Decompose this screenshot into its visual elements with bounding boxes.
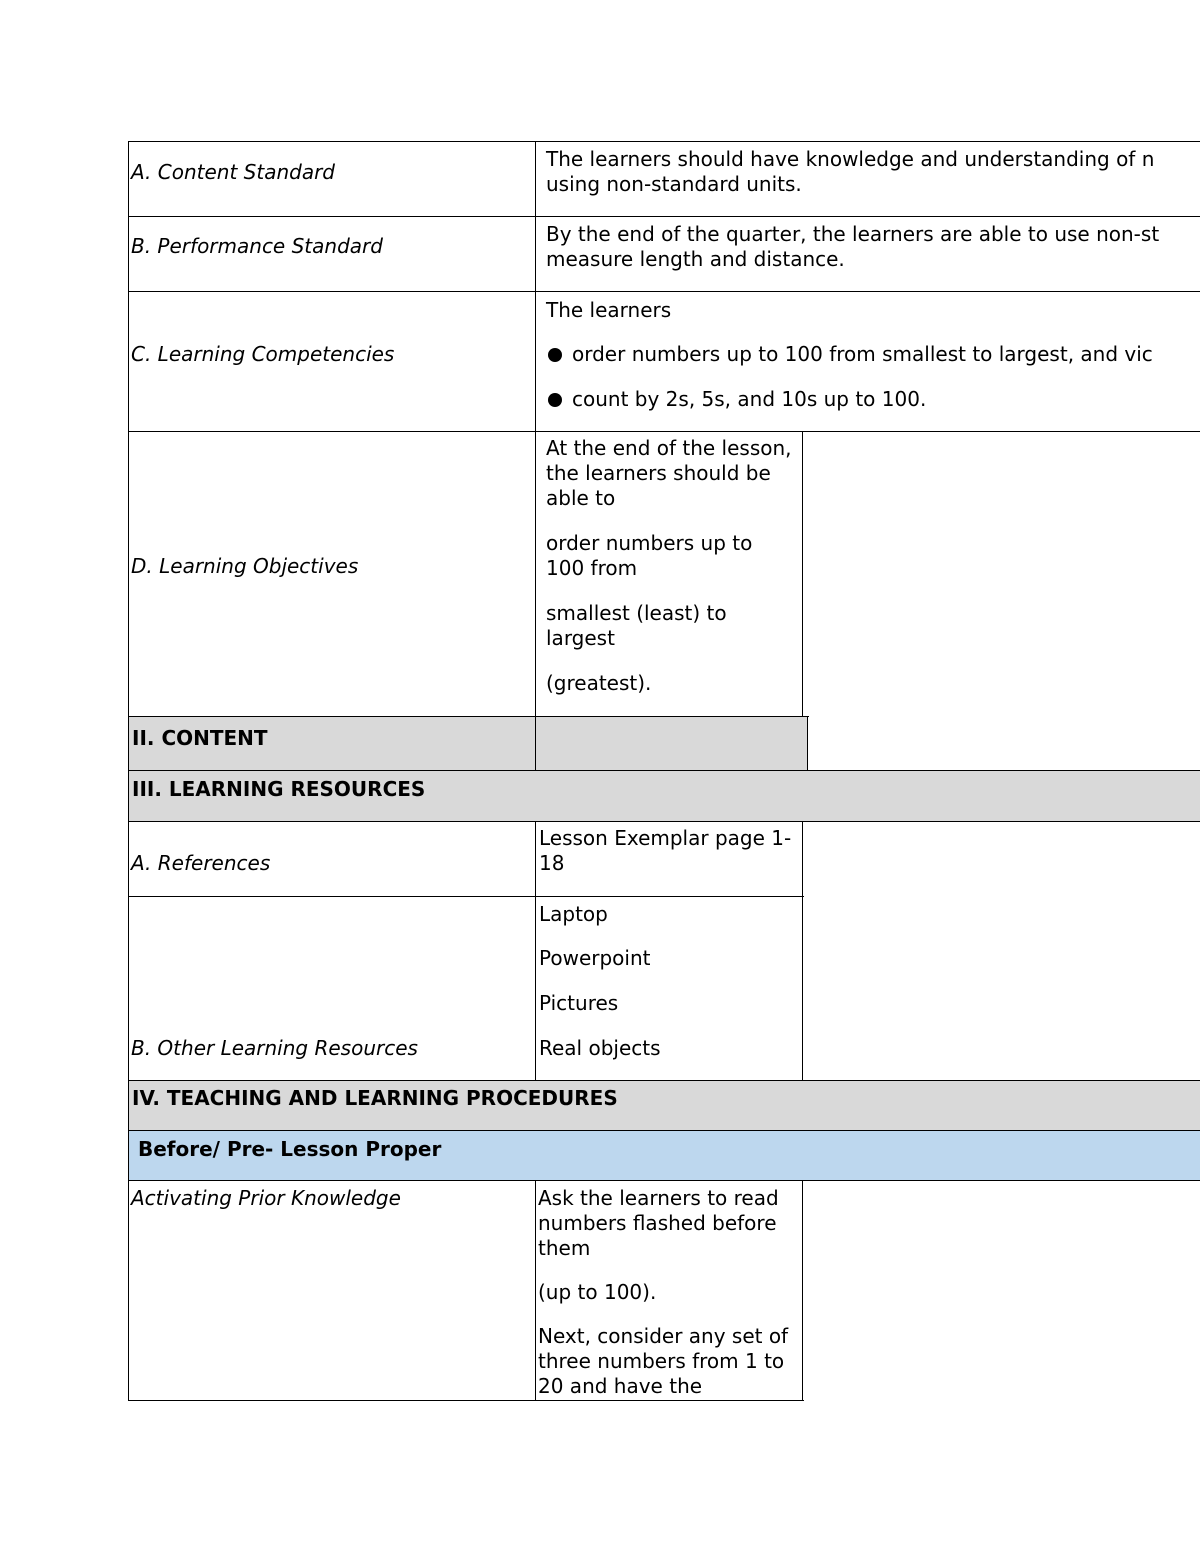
references-text: Lesson Exemplar page 1-18 xyxy=(539,826,792,875)
content-standard-text-line2: using non-standard units. xyxy=(546,172,802,196)
content-standard-text-line1: The learners should have knowledge and understanding of n xyxy=(546,147,1155,171)
table-border xyxy=(128,770,1200,771)
table-border xyxy=(128,1180,1200,1181)
other-resources-label: B. Other Learning Resources xyxy=(131,1036,418,1060)
objectives-text xyxy=(546,436,796,696)
prior-knowledge-text xyxy=(538,1186,798,1400)
table-border xyxy=(128,1130,1200,1131)
other-resource-item: Laptop xyxy=(539,902,608,926)
table-border xyxy=(802,1180,803,1401)
performance-standard-text-line2: measure length and distance. xyxy=(546,247,845,271)
bullet-icon xyxy=(548,393,562,407)
table-border xyxy=(128,896,804,897)
resources-section-title: III. LEARNING RESOURCES xyxy=(132,777,426,801)
objectives-label: D. Learning Objectives xyxy=(131,554,359,578)
objective-paragraph: (greatest). xyxy=(546,671,652,695)
table-border xyxy=(128,1400,804,1401)
other-resource-item: Pictures xyxy=(539,991,619,1015)
performance-standard-label: B. Performance Standard xyxy=(131,234,383,258)
table-border xyxy=(128,141,1200,142)
competencies-label: C. Learning Competencies xyxy=(131,342,395,366)
references-label: A. References xyxy=(131,851,271,875)
table-border xyxy=(535,821,536,1081)
objective-paragraph: At the end of the lesson, the learners should be able to xyxy=(546,436,792,510)
content-standard-label: A. Content Standard xyxy=(131,160,336,184)
pre-lesson-title: Before/ Pre- Lesson Proper xyxy=(138,1137,442,1161)
table-border xyxy=(535,141,536,771)
table-border xyxy=(802,821,803,1081)
competency-item-text: order numbers up to 100 from smallest to largest, and vic xyxy=(572,342,1153,366)
table-border xyxy=(128,716,809,717)
procedures-section-title: IV. TEACHING AND LEARNING PROCEDURES xyxy=(132,1086,618,1110)
performance-standard-text-line1: By the end of the quarter, the learners are able to use non-st xyxy=(546,222,1160,246)
table-border xyxy=(128,1080,1200,1081)
competency-item xyxy=(548,387,926,412)
competency-item xyxy=(548,342,1153,367)
table-border xyxy=(128,216,1200,217)
competency-item-text: count by 2s, 5s, and 10s up to 100. xyxy=(572,387,927,411)
other-resource-item: Powerpoint xyxy=(539,946,651,970)
bullet-icon xyxy=(548,348,562,362)
prior-knowledge-paragraph: Ask the learners to read numbers flashed before them xyxy=(538,1186,779,1260)
table-border xyxy=(128,431,1200,432)
table-border xyxy=(535,1180,536,1401)
other-resource-item: Real objects xyxy=(539,1036,661,1060)
objective-paragraph: smallest (least) to largest xyxy=(546,601,727,650)
prior-knowledge-paragraph: (up to 100). xyxy=(538,1280,657,1304)
table-border xyxy=(128,291,1200,292)
table-border xyxy=(807,716,808,771)
prior-knowledge-label: Activating Prior Knowledge xyxy=(131,1186,401,1210)
prior-knowledge-paragraph: Next, consider any set of three numbers from 1 to 20 and have the xyxy=(538,1324,789,1398)
table-border xyxy=(802,431,803,717)
table-border xyxy=(128,821,1200,822)
objective-paragraph: order numbers up to 100 from xyxy=(546,531,753,580)
content-section-title: II. CONTENT xyxy=(132,726,268,750)
competencies-intro: The learners xyxy=(546,298,672,322)
table-border xyxy=(128,141,129,1401)
